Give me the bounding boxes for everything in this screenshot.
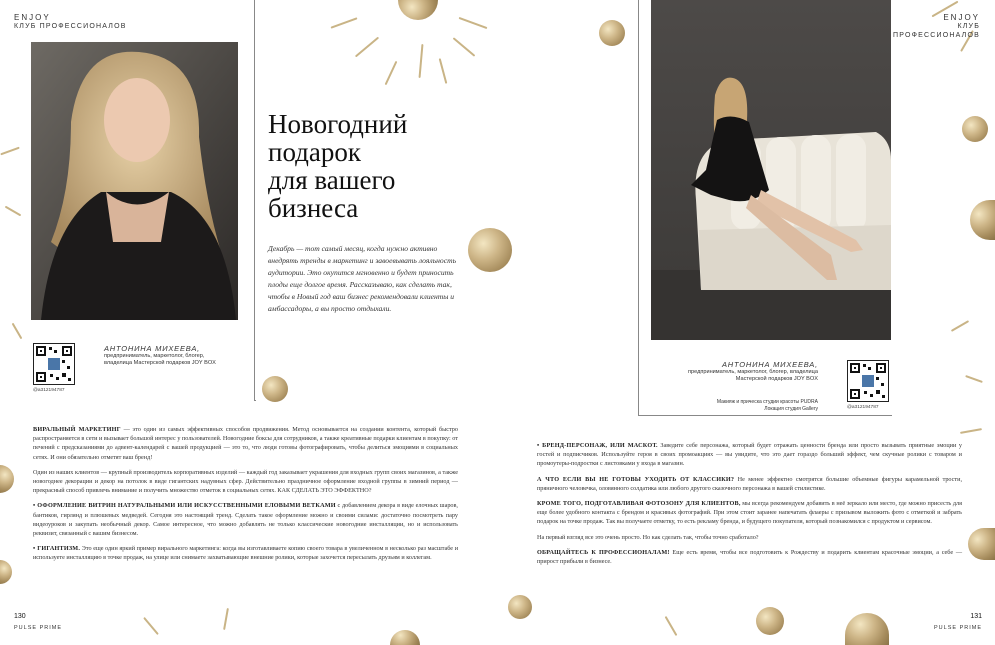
qr-caption: @a312194787 bbox=[847, 405, 879, 410]
confetti-stroke bbox=[459, 17, 488, 29]
gold-glitter-dot bbox=[262, 376, 288, 402]
confetti-stroke bbox=[960, 428, 982, 434]
gold-glitter-dot bbox=[968, 528, 995, 560]
confetti-stroke bbox=[453, 37, 476, 57]
brand-logo bbox=[14, 13, 127, 31]
confetti-stroke bbox=[439, 58, 448, 84]
gold-glitter-dot bbox=[0, 465, 14, 493]
gold-glitter-dot bbox=[756, 607, 784, 635]
gold-glitter-dot bbox=[845, 613, 889, 645]
brand-name: ENJOY bbox=[14, 13, 51, 22]
body-paragraph: ОБРАЩАЙТЕСЬ К ПРОФЕССИОНАЛАМ! Еще есть время, чтобы все подготовить к Рождеству и подарить клиентам красочные эмоции, а себе — прирост прибыли в бизнесе. bbox=[537, 548, 963, 566]
magazine-name: PULSE PRIME bbox=[934, 625, 982, 631]
body-paragraph: • БРЕНД-ПЕРСОНАЖ, ИЛИ МАСКОТ. Заведите себе персонажа, который будет отражать ценности бренда или просто вызывать приятные эмоции у гостей и подписчиков. Используйте героя в своих промоакциях — вы увидите, что это дает гораздо больший эффект, чем скучные ролики с товаром и промоутеры-подростки с листовками у входа в магазин. bbox=[537, 442, 962, 468]
body-paragraph: А ЧТО ЕСЛИ ВЫ НЕ ГОТОВЫ УХОДИТЬ ОТ КЛАССИКИ? Не менее эффектно смотрятся большие объемные фигуры карамельной трости, пряничного человечка, оловянного солдатика или любого другого сказочного персонажа в вашей стилистике. bbox=[537, 475, 962, 492]
confetti-stroke bbox=[0, 147, 19, 156]
author-name: АНТОНИНА МИХЕЕВА, bbox=[104, 344, 201, 353]
author-role: владелица Мастерской подарков JOY BOX bbox=[104, 360, 216, 366]
body-paragraph: • ОФОРМЛЕНИЕ ВИТРИН НАТУРАЛЬНЫМИ ИЛИ ИСКУССТВЕННЫМИ ЕЛОВЫМИ ВЕТКАМИ с добавлением декора в виде елочных шаров, бантиков, гирлянд и плюшевых медведей. Сегодня это настоящий тренд. Сделать такое оформление можно и своими силами: достаточно посмотреть пару видеоуроков и закупать необычный декор. Самое интересное, что можно добавлять не только классические новогодние инсталляции, но и использовать реквизит, связанный с вашим бизнесом. bbox=[33, 502, 458, 538]
author-name: АНТОНИНА МИХЕЕВА, bbox=[721, 360, 818, 369]
confetti-stroke bbox=[951, 320, 969, 332]
gold-glitter-dot bbox=[599, 20, 625, 46]
author-signature bbox=[650, 360, 818, 383]
confetti-stroke bbox=[12, 323, 23, 340]
confetti-stroke bbox=[665, 616, 678, 636]
author-role: предприниматель, маркетолог, блогер, владелица bbox=[687, 369, 818, 375]
qr-caption: @a312194787 bbox=[33, 388, 65, 393]
author-signature bbox=[104, 344, 216, 367]
photo-credit: Макияж и прическа студии красоты PUDRA Локация студия Gallery bbox=[716, 399, 818, 412]
article-lead: Декабрь — тот самый месяц, когда нужно активно внедрять тренды в маркетинг и завоевывать лояльность аудитории. Это окупится мгновенно и будет приносить плоды еще долгое время. Рассказываю, как сделать так, чтобы в Новый год ваш бизнес рекомендовали клиенты и амбассадоры, а вы просто отдыхали. bbox=[268, 244, 457, 313]
confetti-stroke bbox=[5, 206, 22, 217]
confetti-stroke bbox=[419, 44, 424, 78]
confetti-stroke bbox=[385, 61, 398, 85]
confetti-stroke bbox=[331, 17, 358, 28]
author-role: предприниматель, маркетолог, блогер, bbox=[104, 353, 205, 359]
article-body-left bbox=[33, 425, 458, 569]
magazine-name: PULSE PRIME bbox=[14, 625, 62, 631]
gold-glitter-dot bbox=[970, 200, 995, 240]
gold-glitter-dot bbox=[398, 0, 438, 20]
confetti-stroke bbox=[143, 617, 159, 635]
sofa-photo bbox=[651, 0, 891, 340]
confetti-stroke bbox=[355, 37, 379, 58]
body-paragraph: ВИРАЛЬНЫЙ МАРКЕТИНГ — это один из самых эффективных способов продвижения. Метод основывается на создании контента, который быстро распространяется в сети и вызывает большой интерес у пользователей. Новогодние боксы для сотрудников, а также креативные подарки клиентам в покупку: от печений с предсказаниями до адвент-календарей с вашей продукцией — это то, что люди готовы фотографировать, чтобы делиться эмоциями в социальных сетях. И они обязательно отметят ваш бренд! bbox=[33, 426, 458, 461]
brand-name: ENJOY bbox=[943, 13, 980, 22]
article-title: Новогодний подарок для вашего бизнеса bbox=[268, 109, 408, 223]
gold-glitter-dot bbox=[390, 630, 420, 645]
qr-code[interactable] bbox=[33, 343, 75, 385]
confetti-stroke bbox=[965, 375, 983, 383]
gold-glitter-dot bbox=[508, 595, 532, 619]
brand-logo bbox=[880, 13, 980, 40]
body-paragraph: КРОМЕ ТОГО, ПОДГОТАВЛИВАЯ ФОТОЗОНУ ДЛЯ КЛИЕНТОВ, мы всегда рекомендуем добавить в неё зеркало или место, где можно присесть для еще более удобного контакта с брендом и красивых фотографий. При этом стоит заранее напечатать флаеры с призывом выложить фото с отметкой и забрать подарок на точке продаж. Так вы получаете отметку, то есть рекламу бренда, и будущего покупателя, который познакомился с продуктом и сервисом. bbox=[537, 500, 962, 526]
brand-tagline: КЛУБ ПРОФЕССИОНАЛОВ bbox=[14, 23, 127, 30]
body-paragraph: На первый взгляд все это очень просто. Но как сделать так, чтобы точно сработало? bbox=[537, 533, 759, 541]
page-number: 130 bbox=[14, 613, 26, 620]
author-role: Мастерской подарков JOY BOX bbox=[735, 376, 818, 382]
qr-code[interactable] bbox=[847, 360, 889, 402]
body-paragraph: Один из наших клиентов — крупный производитель корпоративных изделий — каждый год заказывает украшения для входных групп своих магазинов, а также новогоднее декорации и декор на потолок в виде гигантских надувных сфер. Действительно праздничное оформление входной группы в зимний период — прекрасный способ привлечь внимание и получить множество отметок в социальных сетях. КАК СДЕЛАТЬ ЭТО ЭФФЕКТНО? bbox=[33, 468, 458, 495]
gold-glitter-dot bbox=[962, 116, 988, 142]
gold-glitter-dot bbox=[0, 560, 12, 584]
body-paragraph: • ГИГАНТИЗМ. Это еще один яркий пример вирального маркетинга: когда вы изготавливаете копию своего товара в увеличенном в несколько раз масштабе и используете инсталляцию в точке продаж, на улице или снимаете захватывающие внешние ролики, которые захочется пересылать друзьям и коллегам. bbox=[33, 545, 459, 562]
confetti-stroke bbox=[223, 608, 229, 630]
page-number: 131 bbox=[970, 613, 982, 620]
article-body-right bbox=[537, 441, 962, 572]
portrait-photo bbox=[31, 42, 238, 320]
page-frame bbox=[254, 0, 256, 401]
brand-tagline: КЛУБ ПРОФЕССИОНАЛОВ bbox=[893, 23, 980, 39]
gold-glitter-dot bbox=[468, 228, 512, 272]
